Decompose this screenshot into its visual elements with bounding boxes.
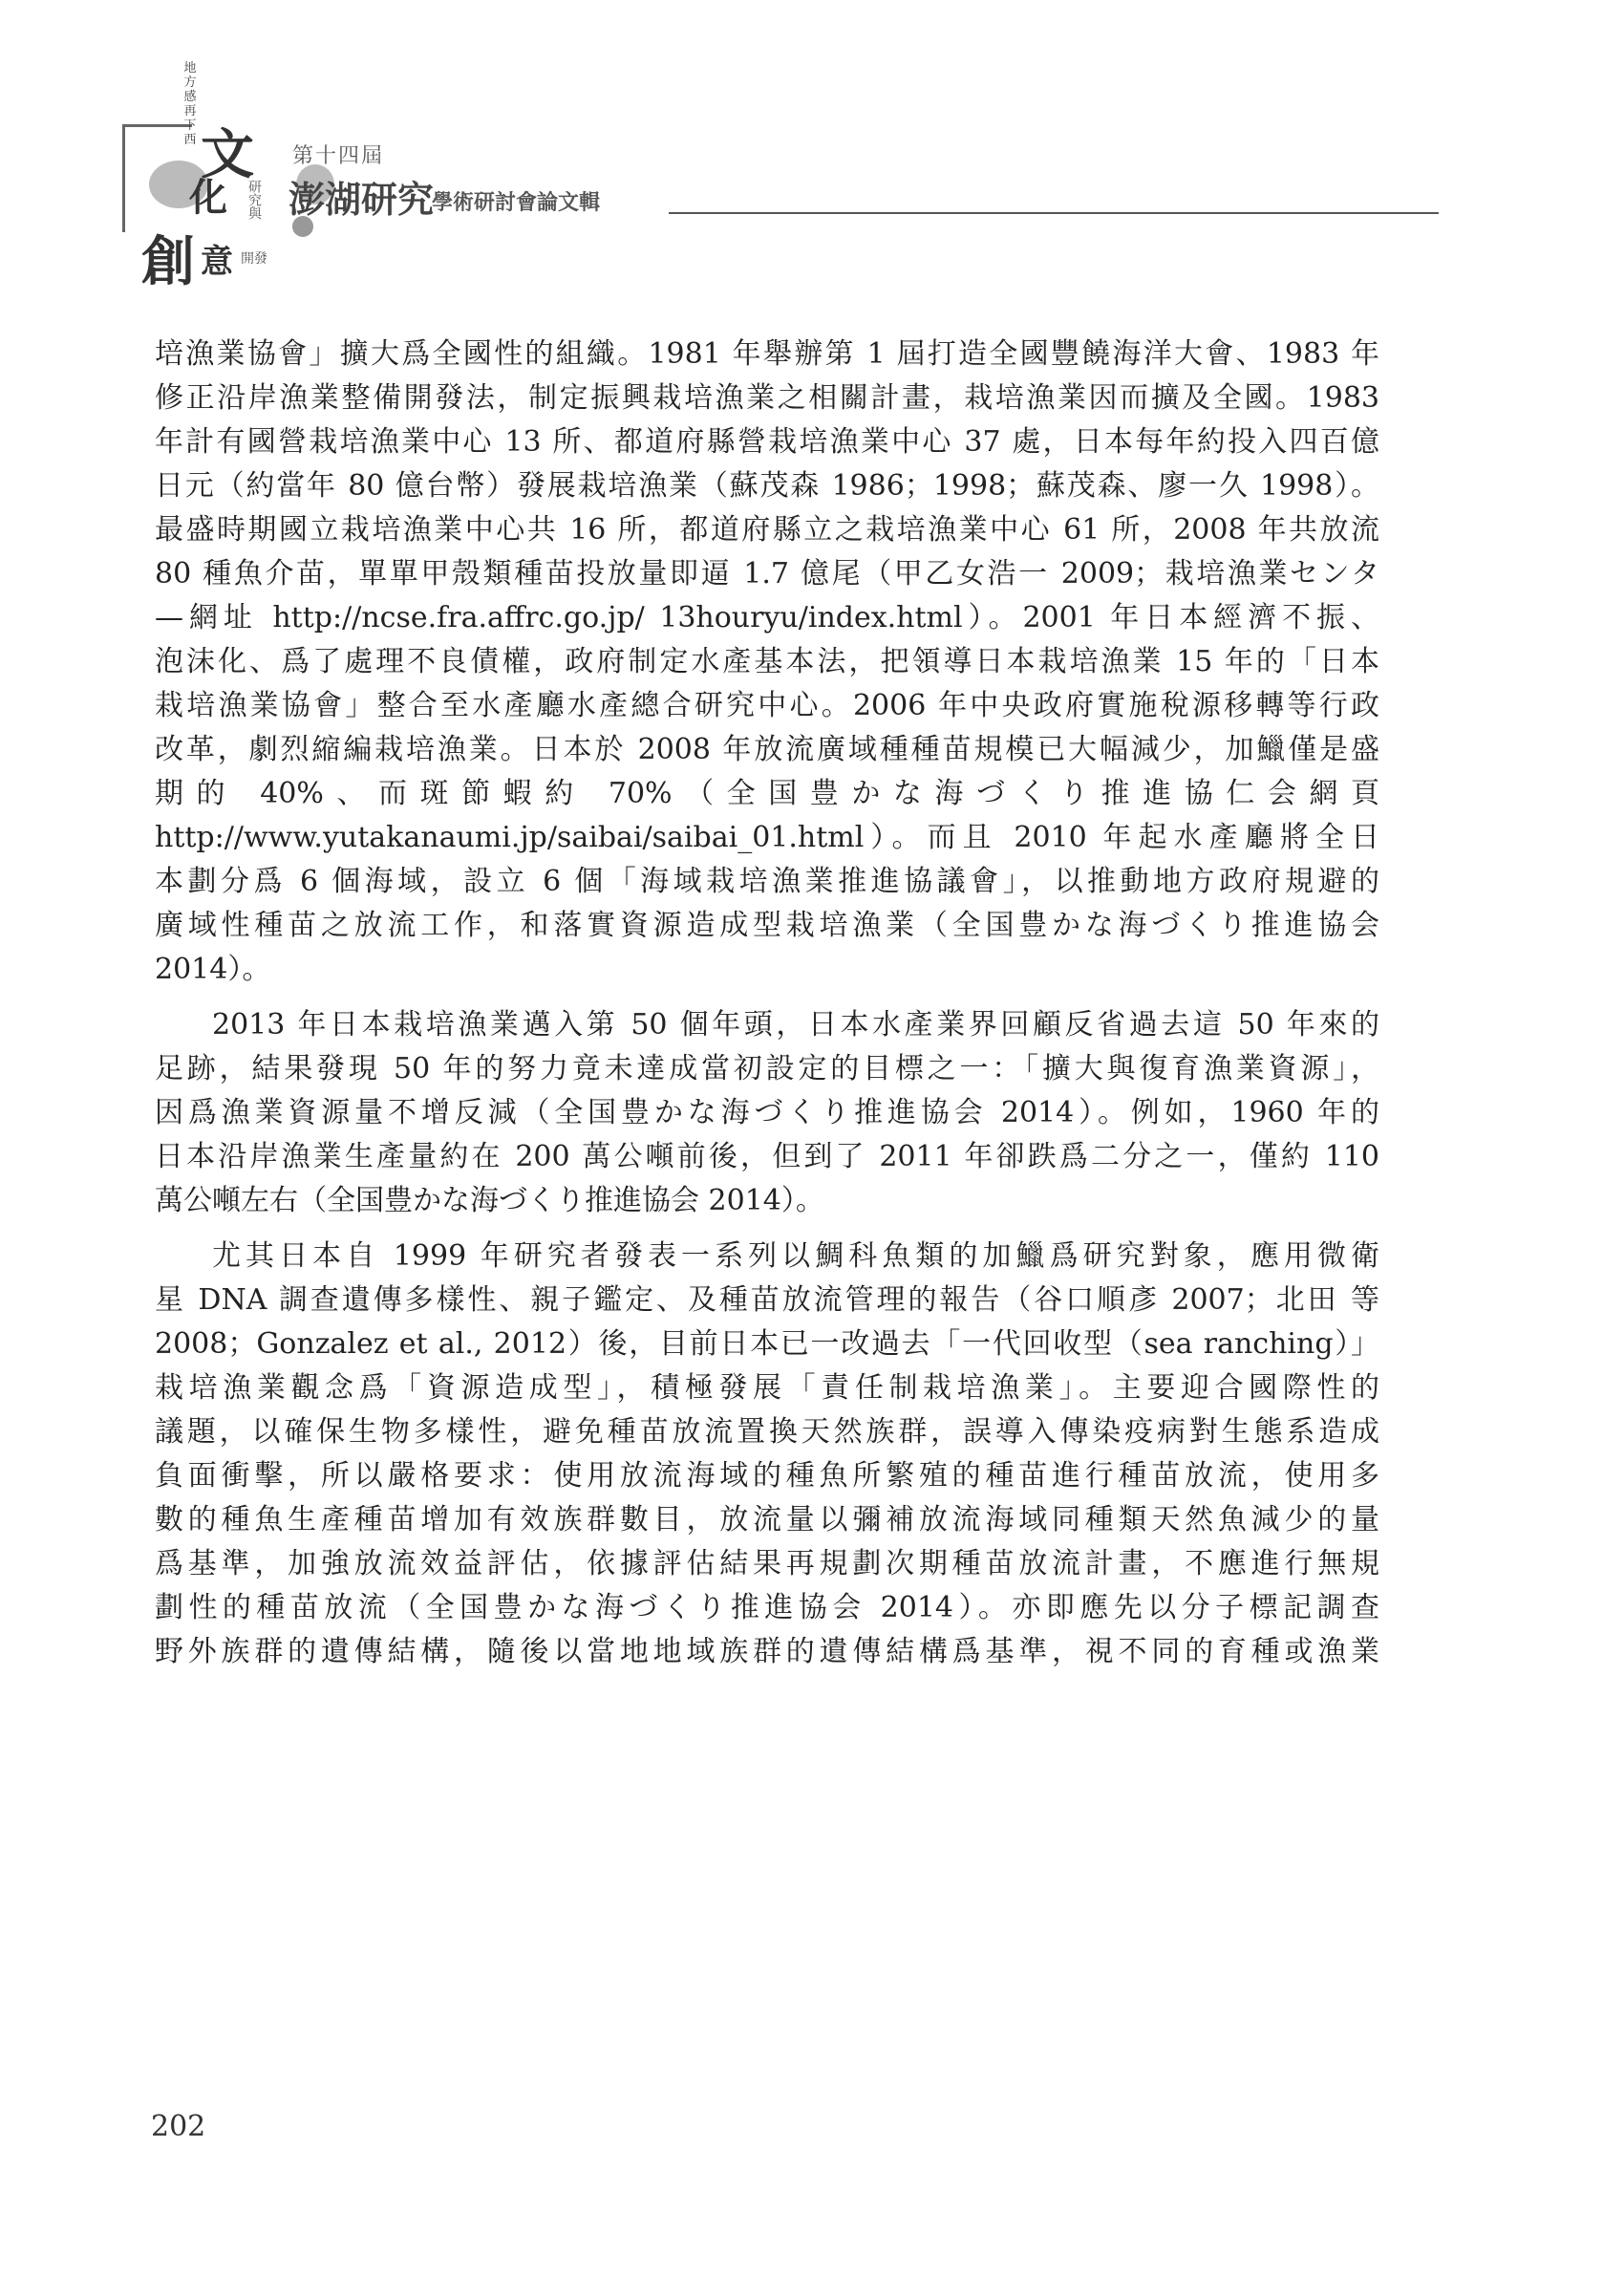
text-line: 改革，劇烈縮編栽培漁業。日本於 2008 年放流廣域種種苗規模已大幅減少，加鱲僅是盛 — [155, 733, 1379, 766]
text-line: 2014）。 — [155, 953, 271, 986]
text-line: 修正沿岸漁業整備開發法，制定振興栽培漁業之相關計畫，栽培漁業因而擴及全國。1983 — [155, 381, 1379, 415]
page-header — [0, 0, 1624, 293]
text-line: http://www.yutakanaumi.jp/saibai/saibai_01.html）。而且 2010 年起水產廳將全日 — [155, 821, 1379, 854]
text-line: 日本沿岸漁業生產量約在 200 萬公噸前後，但到了 2011 年卻跌爲二分之一，僅約 110 — [155, 1140, 1379, 1173]
text-line: 80 種魚介苗，單單甲殼類種苗投放量即逼 1.7 億尾（甲乙女浩一 2009；栽培漁業センタ — [155, 557, 1379, 591]
logo-vertical-text: 地方感再下西 — [183, 61, 197, 147]
text-line: 負面衝擊，所以嚴格要求：使用放流海域的種魚所繁殖的種苗進行種苗放流，使用多 — [155, 1459, 1379, 1493]
logo-small-develop: 開發 — [241, 251, 267, 267]
text-line: 最盛時期國立栽培漁業中心共 16 所，都道府縣立之栽培漁業中心 61 所，2008 年共放流 — [155, 513, 1379, 547]
text-line: 本劃分爲 6 個海域，設立 6 個「海域栽培漁業推進協議會」，以推動地方政府規避的 — [155, 865, 1379, 898]
text-line: 萬公噸左右（全国豊かな海づくり推進協会 2014）。 — [155, 1184, 824, 1217]
text-line: 廣域性種苗之放流工作，和落實資源造成型栽培漁業（全国豊かな海づくり推進協会 — [155, 909, 1379, 942]
text-line: 尤其日本自 1999 年研究者發表一系列以鯛科魚類的加鱲爲研究對象，應用微衛 — [212, 1239, 1379, 1273]
text-line: 日元（約當年 80 億台幣）發展栽培漁業（蘇茂森 1986；1998；蘇茂森、廖一久 1998）。 — [155, 469, 1379, 503]
text-line: 期的 40%、而斑節蝦約 70%（全国豊かな海づくり推進協仁会網頁 — [155, 777, 1379, 810]
text-line: 栽培漁業觀念爲「資源造成型」，積極發展「責任制栽培漁業」。主要迎合國際性的 — [155, 1371, 1379, 1405]
article-body — [155, 333, 1379, 1677]
logo-char-hua: 化 — [189, 175, 227, 220]
logo-char-yi: 意 — [201, 243, 233, 281]
header-rule — [669, 212, 1439, 214]
text-line: 足跡，結果發現 50 年的努力竟未達成當初設定的目標之一：「擴大與復育漁業資源」， — [155, 1052, 1379, 1085]
text-line: —網址 http://ncse.fra.affrc.go.jp/ 13houryu/index.html）。2001 年日本經濟不振、 — [155, 601, 1379, 634]
text-line: 培漁業協會」擴大爲全國性的組織。1981 年舉辦第 1 屆打造全國豐饒海洋大會、1983 年 — [155, 337, 1379, 371]
page-number: 202 — [151, 2110, 206, 2143]
text-line: 2008；Gonzalez et al., 2012）後，目前日本已一改過去「一代回收型（sea ranching）」 — [155, 1327, 1379, 1361]
logo-small-research: 研究與 — [246, 180, 262, 220]
conference-edition: 第十四屆 — [292, 144, 385, 168]
logo-char-wen: 文 — [201, 123, 254, 186]
text-line: 2013 年日本栽培漁業邁入第 50 個年頭，日本水產業界回顧反省過去這 50 年來的 — [212, 1008, 1379, 1042]
text-line: 數的種魚生產種苗增加有效族群數目，放流量以彌補放流海域同種類天然魚減少的量 — [155, 1503, 1379, 1537]
conference-logo — [122, 57, 275, 293]
text-line: 野外族群的遺傳結構，隨後以當地地域族群的遺傳結構爲基準，視不同的育種或漁業 — [155, 1635, 1379, 1668]
text-line: 栽培漁業協會」整合至水產廳水產總合研究中心。2006 年中央政府實施稅源移轉等行政 — [155, 689, 1379, 722]
text-line: 爲基準，加強放流效益評估，依據評估結果再規劃次期種苗放流計畫，不應進行無規 — [155, 1547, 1379, 1580]
text-line: 年計有國營栽培漁業中心 13 所、都道府縣營栽培漁業中心 37 處，日本每年約投入四百億 — [155, 425, 1379, 459]
text-line: 因爲漁業資源量不增反減（全国豊かな海づくり推進協会 2014）。例如，1960 年的 — [155, 1096, 1379, 1129]
paragraph-2 — [155, 1003, 1379, 1223]
series-title: 澎湖研究 — [288, 179, 435, 221]
text-line: 星 DNA 調查遺傳多樣性、親子鑑定、及種苗放流管理的報告（谷口順彥 2007；北田 等 — [155, 1283, 1379, 1317]
logo-char-chuang: 創 — [141, 230, 195, 293]
text-line: 劃性的種苗放流（全国豊かな海づくり推進協会 2014）。亦即應先以分子標記調查 — [155, 1591, 1379, 1624]
series-subtitle: 學術研討會論文輯 — [432, 191, 601, 215]
paragraph-3 — [155, 1235, 1379, 1674]
paragraph-1 — [155, 333, 1379, 992]
text-line: 議題，以確保生物多樣性，避免種苗放流置換天然族群，誤導入傳染疫病對生態系造成 — [155, 1415, 1379, 1449]
text-line: 泡沫化、爲了處理不良債權，政府制定水產基本法，把領導日本栽培漁業 15 年的「日本 — [155, 645, 1379, 678]
